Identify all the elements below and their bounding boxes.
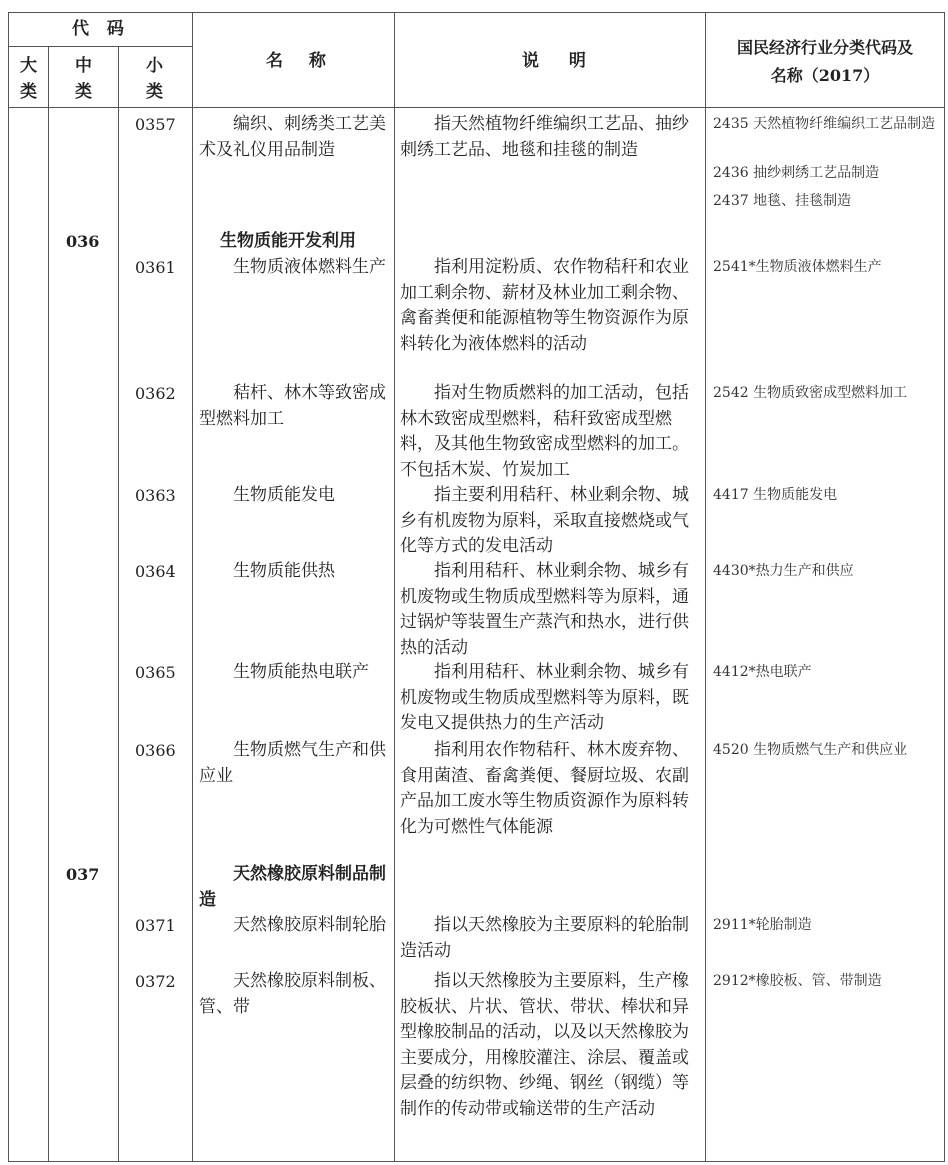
item-name: 生物质液体燃料生产 — [233, 257, 386, 277]
col-divider-middle — [118, 46, 119, 1162]
gb-code: 2912*橡胶板、管、带制造 — [713, 973, 882, 989]
col-divider-name — [394, 12, 395, 1162]
small-code: 0366 — [135, 741, 176, 760]
middle-code: 036 — [66, 232, 100, 251]
header-bottom-border — [8, 107, 944, 108]
small-code: 0364 — [135, 562, 176, 581]
item-description: 指利用秸秆、林业剩余物、城乡有机废物或生物质成型燃料等为原料，通过锅炉等装置生产蒸汽和热水，进行供热的活动 — [400, 561, 689, 658]
header-desc: 说 明 — [522, 51, 598, 71]
middle-code: 037 — [66, 865, 100, 884]
item-name: 生物质燃气生产和供应业 — [199, 740, 386, 786]
table-bottom-border — [8, 1161, 944, 1162]
small-code: 0363 — [135, 486, 176, 505]
gb-code: 2541*生物质液体燃料生产 — [713, 259, 882, 275]
item-description: 指利用农作物秸秆、林木废弃物、食用菌渣、畜禽粪便、餐厨垃圾、农副产品加工废水等生物质资源作为原料转化为可燃性气体能源 — [400, 740, 689, 837]
item-description: 指主要利用秸秆、林业剩余物、城乡有机废物为原料，采取直接燃烧或气化等方式的发电活动 — [400, 485, 689, 556]
item-name: 生物质能热电联产 — [233, 662, 369, 682]
item-name: 天然橡胶原料制轮胎 — [233, 915, 386, 935]
small-code: 0362 — [135, 384, 176, 403]
gb-code: 4520 生物质燃气生产和供应业 — [713, 742, 908, 758]
header-name: 名 称 — [266, 51, 336, 71]
header-gb: 国民经济行业分类代码及 名称（2017） — [736, 38, 913, 85]
table-top-border — [8, 12, 944, 13]
gb-code: 2435 天然植物纤维编织工艺品制造 — [713, 116, 936, 132]
table-left-border — [8, 12, 9, 1162]
header-small: 小 类 — [146, 56, 163, 102]
gb-code: 4412*热电联产 — [713, 664, 812, 680]
small-code: 0371 — [135, 916, 176, 935]
gb-code: 4417 生物质能发电 — [713, 487, 838, 503]
col-divider-small — [192, 12, 193, 1162]
gb-code: 2436 抽纱刺绣工艺品制造 — [713, 165, 880, 181]
table-right-border — [944, 12, 945, 1162]
item-name: 编织、刺绣类工艺美术及礼仪用品制造 — [199, 114, 386, 160]
header-code: 代 码 — [72, 19, 130, 39]
small-code: 0365 — [135, 663, 176, 682]
item-description: 指以天然橡胶为主要原料的轮胎制造活动 — [400, 915, 689, 961]
header-middle: 中 类 — [75, 56, 92, 102]
item-description: 指天然植物纤维编织工艺品、抽纱刺绣工艺品、地毯和挂毯的制造 — [400, 114, 689, 160]
col-divider-large — [48, 46, 49, 1162]
gb-code: 4430*热力生产和供应 — [713, 563, 854, 579]
small-code: 0361 — [135, 258, 176, 277]
gb-code: 2542 生物质致密成型燃料加工 — [713, 385, 908, 401]
item-name: 生物质能发电 — [233, 485, 335, 505]
section-title: 天然橡胶原料制品制造 — [199, 864, 386, 910]
item-description: 指对生物质燃料的加工活动，包括林木致密成型燃料，秸秆致密成型燃料，及其他生物致密成型燃料的加工。不包括木炭、竹炭加工 — [400, 383, 689, 480]
col-divider-desc — [705, 12, 706, 1162]
item-name: 天然橡胶原料制板、管、带 — [199, 971, 386, 1017]
header-large: 大 类 — [20, 56, 37, 102]
item-description: 指利用秸秆、林业剩余物、城乡有机废物或生物质成型燃料等为原料，既发电又提供热力的生产活动 — [400, 662, 689, 733]
gb-code: 2437 地毯、挂毯制造 — [713, 193, 852, 209]
item-description: 指以天然橡胶为主要原料，生产橡胶板状、片状、管状、带状、棒状和异型橡胶制品的活动，以及以天然橡胶为主要成分，用橡胶灌注、涂层、覆盖或层叠的纺织物、纱绳、钢丝（钢缆）等制作的传动带或输送带的生产活动 — [400, 971, 689, 1119]
item-name: 秸杆、林木等致密成型燃料加工 — [199, 383, 386, 429]
small-code: 0372 — [135, 972, 176, 991]
code-header-divider — [8, 46, 192, 47]
item-name: 生物质能供热 — [233, 561, 335, 581]
gb-code: 2911*轮胎制造 — [713, 917, 812, 933]
item-description: 指利用淀粉质、农作物秸秆和农业加工剩余物、薪材及林业加工剩余物、禽畜粪便和能源植物等生物资源作为原料转化为液体燃料的活动 — [400, 257, 689, 354]
section-title: 生物质能开发利用 — [220, 231, 356, 251]
small-code: 0357 — [135, 115, 176, 134]
